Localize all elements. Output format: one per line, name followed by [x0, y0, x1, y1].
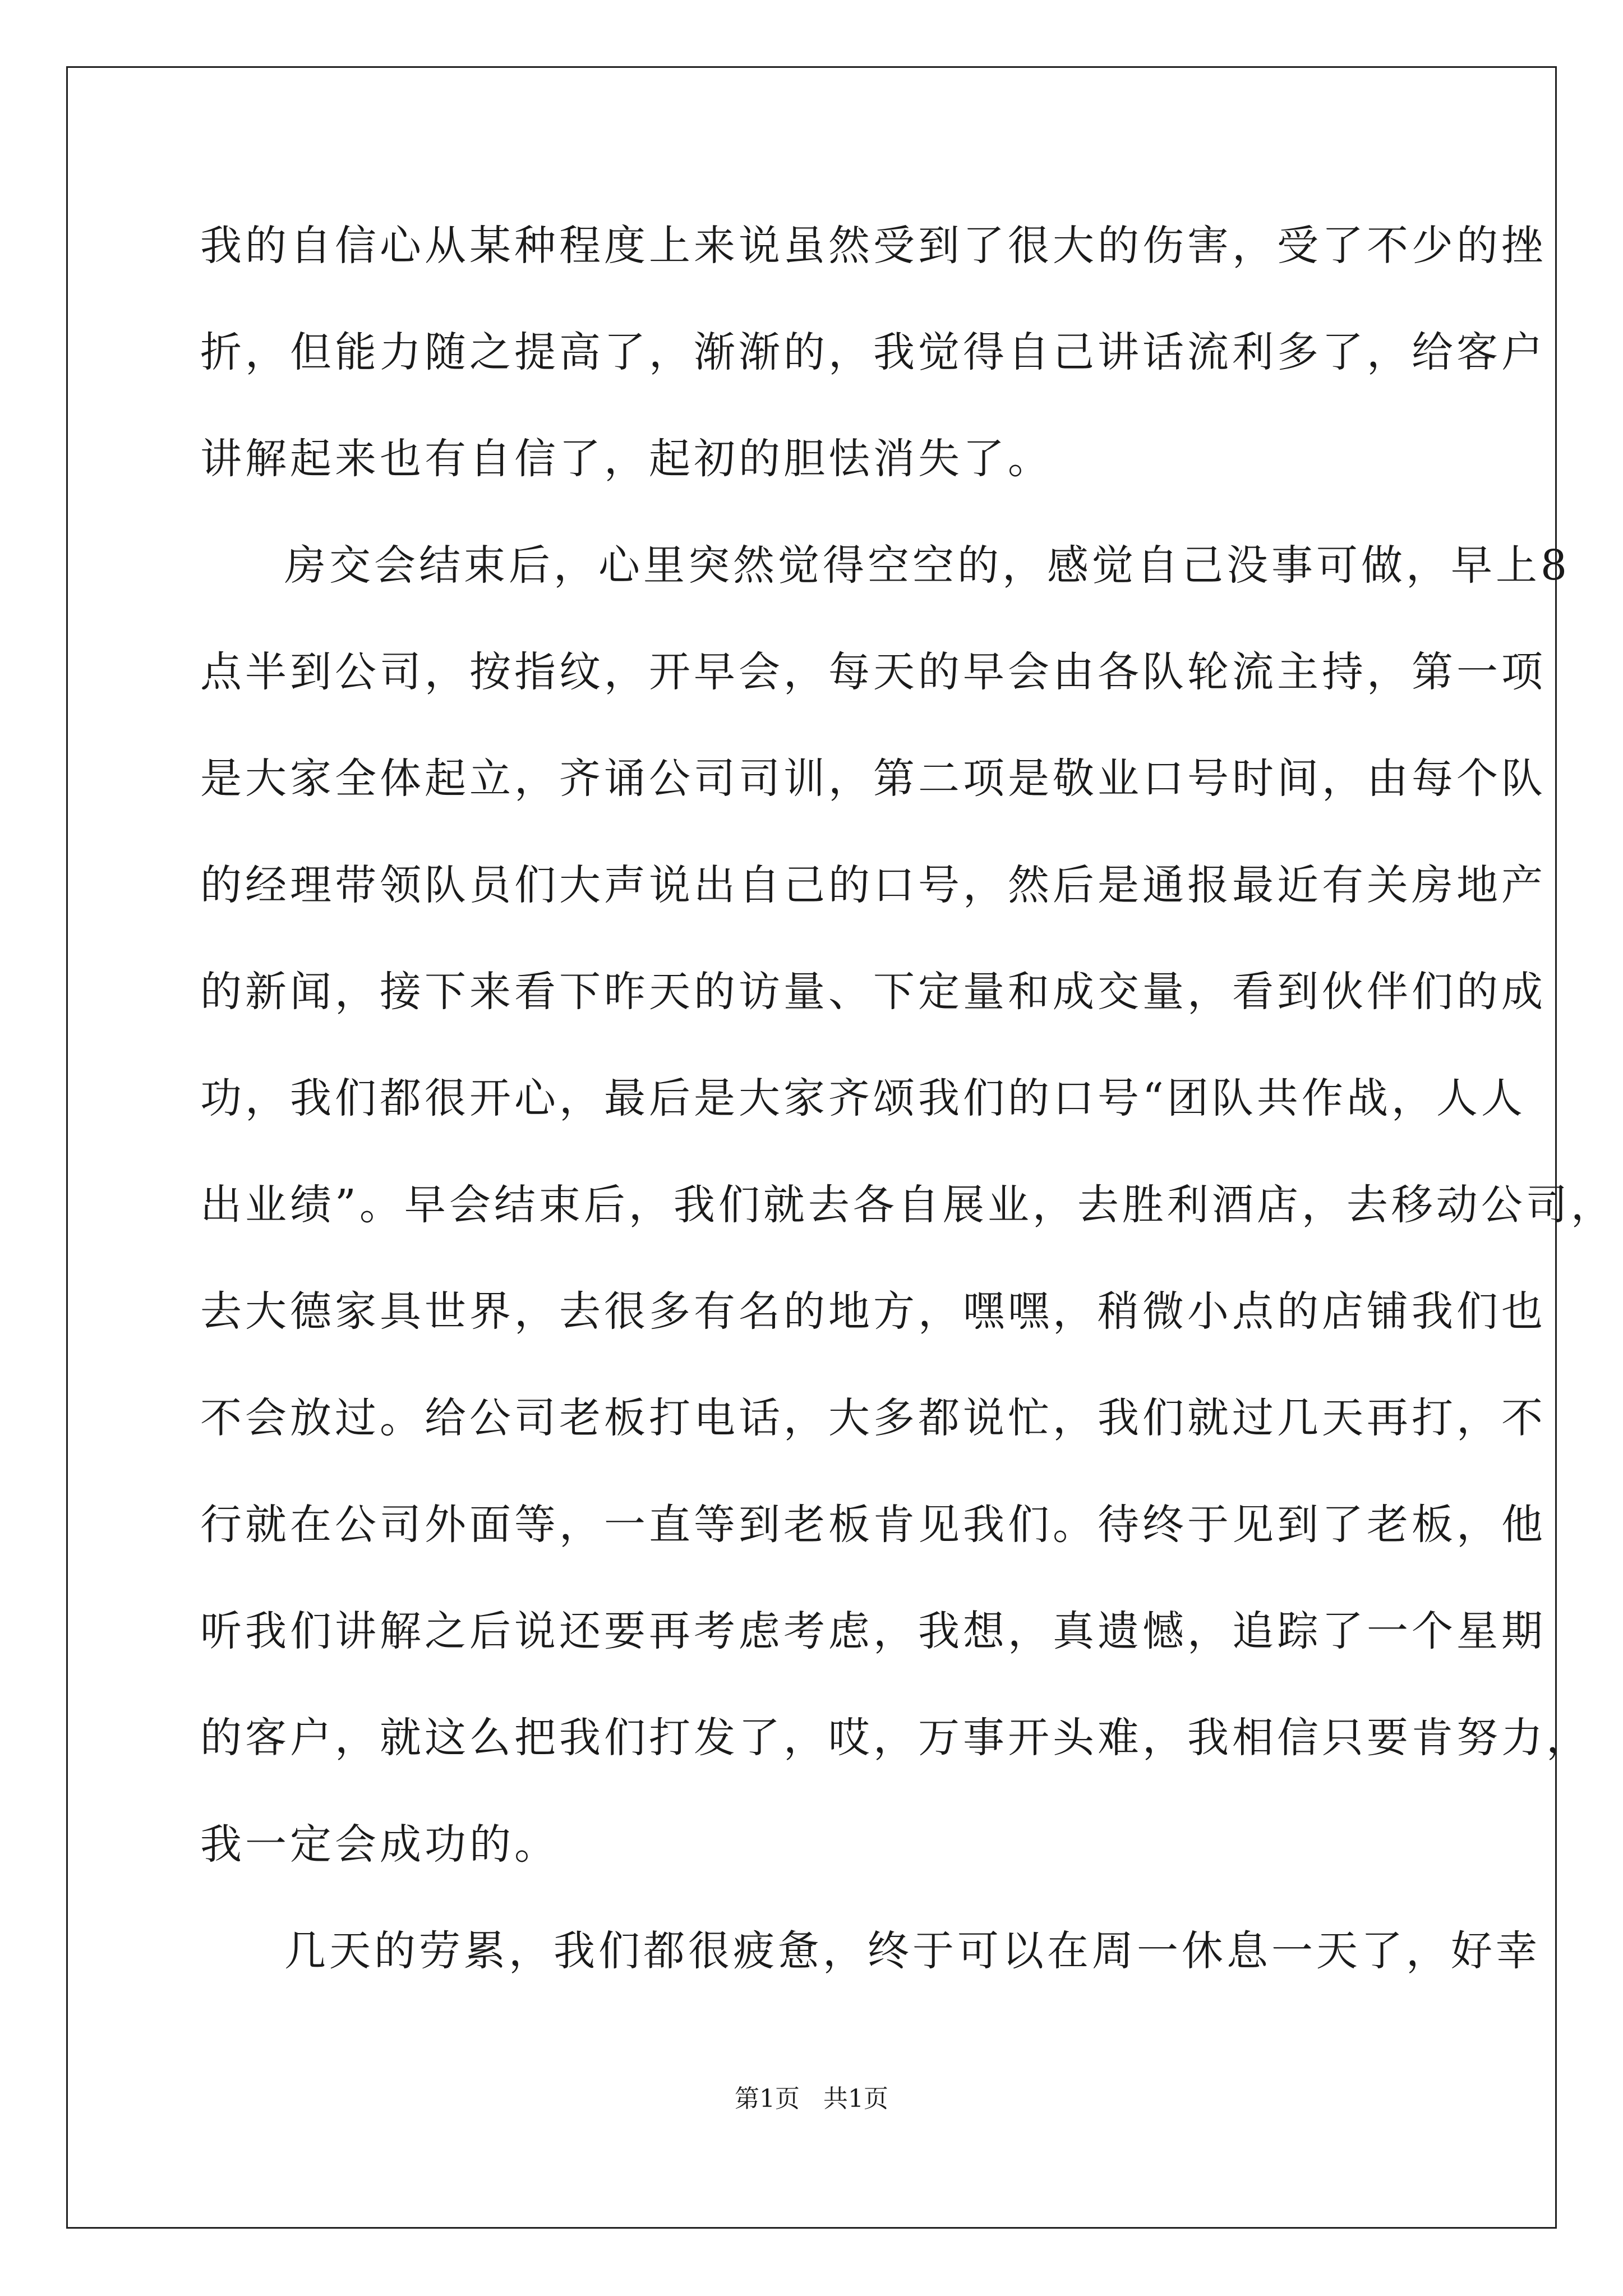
text-line: 是大家全体起立，齐诵公司司训，第二项是敬业口号时间，由每个队	[200, 754, 1546, 803]
text-line: 几天的劳累，我们都很疲惫，终于可以在周一休息一天了，好幸	[284, 1927, 1541, 1975]
paragraph	[200, 1920, 1541, 2027]
text-line: 的经理带领队员们大声说出自己的口号，然后是通报最近有关房地产	[200, 861, 1546, 909]
text-line: 去大德家具世界，去很多有名的地方，嘿嘿，稍微小点的店铺我们也	[200, 1287, 1546, 1336]
text-line: 听我们讲解之后说还要再考虑考虑，我想，真遗憾，追踪了一个星期	[200, 1607, 1546, 1655]
text-line: 我的自信心从某种程度上来说虽然受到了很大的伤害，受了不少的挫	[200, 222, 1546, 270]
text-line: 点半到公司，按指纹，开早会，每天的早会由各队轮流主持，第一项	[200, 648, 1546, 696]
page-footer	[0, 2082, 1623, 2116]
paragraph	[200, 215, 1546, 535]
text-line: 的客户，就这么把我们打发了，哎，万事开头难，我相信只要肯努力，	[200, 1714, 1591, 1762]
document-body	[200, 215, 1616, 2027]
text-line: 我一定会成功的。	[200, 1820, 559, 1869]
text-line: 出业绩”。早会结束后，我们就去各自展业，去胜利酒店，去移动公司，	[200, 1181, 1616, 1229]
page-number: 第1页	[735, 2085, 800, 2113]
text-line: 功，我们都很开心，最后是大家齐颂我们的口号“团队共作战，人人	[200, 1074, 1526, 1122]
text-line: 讲解起来也有自信了，起初的胆怯消失了。	[200, 435, 1053, 483]
page-total: 共1页	[823, 2085, 888, 2113]
text-line: 行就在公司外面等，一直等到老板肯见我们。待终于见到了老板，他	[200, 1501, 1546, 1549]
text-line: 不会放过。给公司老板打电话，大多都说忙，我们就过几天再打，不	[200, 1394, 1546, 1442]
text-line: 的新闻，接下来看下昨天的访量、下定量和成交量，看到伙伴们的成	[200, 968, 1546, 1016]
text-line: 折，但能力随之提高了，渐渐的，我觉得自己讲话流利多了，给客户	[200, 328, 1546, 376]
paragraph	[200, 535, 1616, 1920]
text-line: 房交会结束后，心里突然觉得空空的，感觉自己没事可做，早上8	[284, 541, 1571, 590]
